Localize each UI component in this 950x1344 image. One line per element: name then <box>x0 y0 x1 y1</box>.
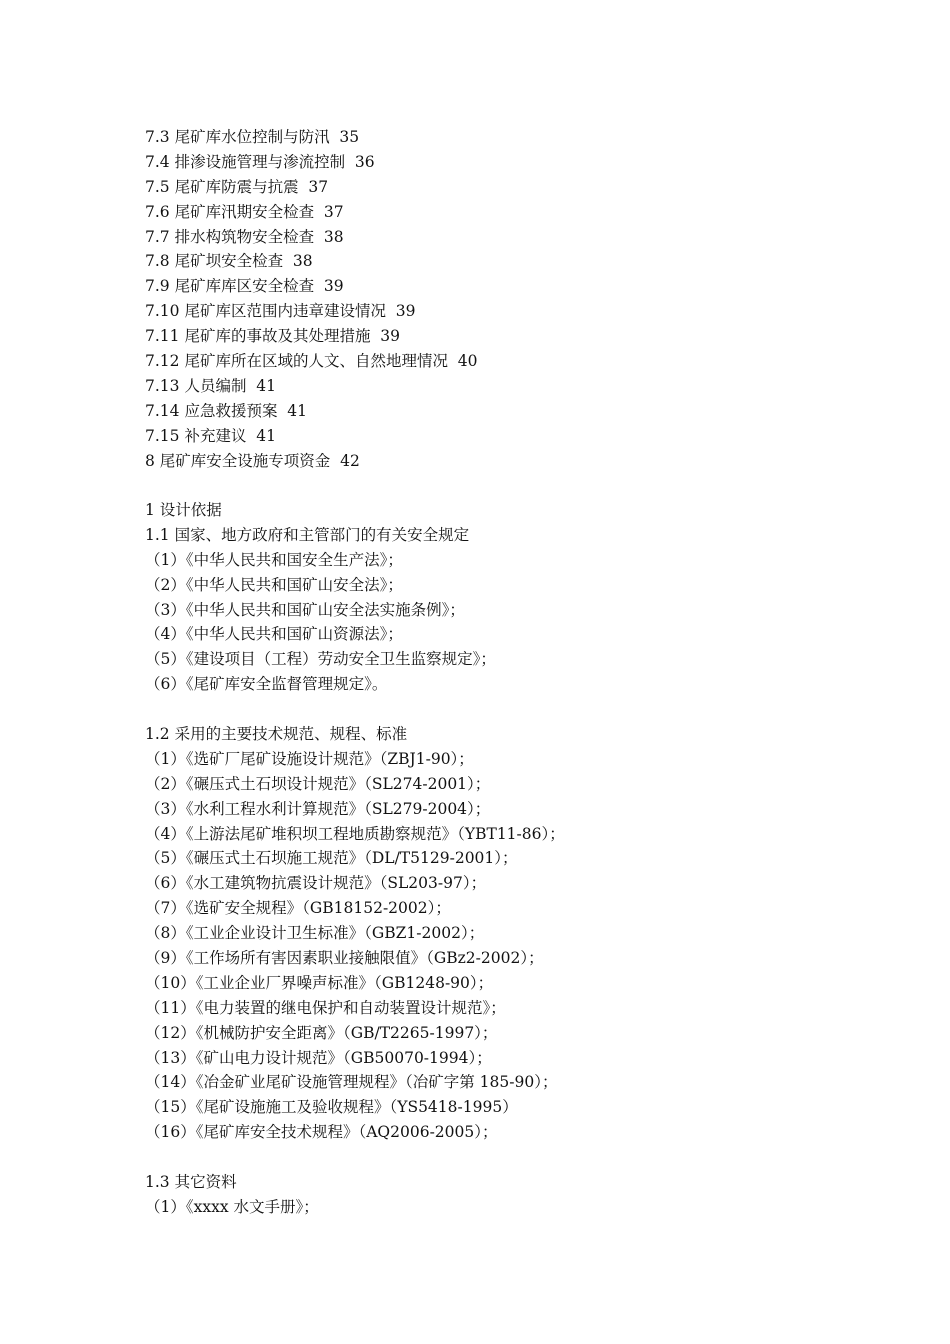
subsection-heading: 1.1 国家、地方政府和主管部门的有关安全规定 <box>145 525 470 544</box>
toc-entry: 7.14 应急救援预案 41 <box>145 401 308 420</box>
toc-entry: 7.6 尾矿库汛期安全检查 37 <box>145 202 344 221</box>
list-item: （6）《水工建筑物抗震设计规范》（SL203-97）； <box>145 874 487 893</box>
toc-entry: 7.7 排水构筑物安全检查 38 <box>145 227 344 246</box>
list-item: （12）《机械防护安全距离》（GB/T2265-1997）； <box>145 1023 498 1042</box>
list-item: （5）《建设项目（工程）劳动安全卫生监察规定》； <box>145 650 496 669</box>
list-item: （1）《中华人民共和国安全生产法》； <box>145 550 403 569</box>
list-item: （5）《碾压式土石坝施工规范》（DL/T5129-2001）； <box>145 849 518 868</box>
list-item: （16）《尾矿库安全技术规程》（AQ2006-2005）； <box>145 1123 498 1142</box>
toc-entry: 7.8 尾矿坝安全检查 38 <box>145 252 313 271</box>
toc-entry: 7.9 尾矿库库区安全检查 39 <box>145 277 344 296</box>
list-item: （9）《工作场所有害因素职业接触限值》（GBz2-2002）； <box>145 949 544 968</box>
list-item: （4）《中华人民共和国矿山资源法》； <box>145 625 403 644</box>
list-item: （8）《工业企业设计卫生标准》（GBZ1-2002）； <box>145 924 485 943</box>
toc-entry: 7.15 补充建议 41 <box>145 426 277 445</box>
toc-entry: 7.5 尾矿库防震与抗震 37 <box>145 177 329 196</box>
list-item: （3）《中华人民共和国矿山安全法实施条例》； <box>145 600 465 619</box>
list-item: （2）《碾压式土石坝设计规范》（SL274-2001）； <box>145 774 491 793</box>
toc-entry: 7.11 尾矿库的事故及其处理措施 39 <box>145 327 401 346</box>
toc-entry: 8 尾矿库安全设施专项资金 42 <box>145 451 360 470</box>
list-item: （4）《上游法尾矿堆积坝工程地质勘察规范》（YBT11-86）； <box>145 824 565 843</box>
list-item: （3）《水利工程水利计算规范》（SL279-2004）； <box>145 799 491 818</box>
section-heading: 1 设计依据 <box>145 501 222 519</box>
section-other-materials <box>145 1170 845 1220</box>
toc-entry: 7.10 尾矿库区范围内违章建设情况 39 <box>145 302 416 321</box>
toc-entry: 7.3 尾矿库水位控制与防汛 35 <box>145 128 360 146</box>
list-item: （11）《电力装置的继电保护和自动装置设计规范》； <box>145 998 506 1017</box>
list-item: （14）《冶金矿业尾矿设施管理规程》（冶矿字第 185-90）； <box>145 1073 558 1092</box>
toc-entry: 7.12 尾矿库所在区域的人文、自然地理情况 40 <box>145 352 478 371</box>
list-item: （2）《中华人民共和国矿山安全法》； <box>145 575 403 594</box>
list-item: （13）《矿山电力设计规范》（GB50070-1994）； <box>145 1048 492 1067</box>
table-of-contents <box>145 125 845 473</box>
section-design-basis <box>145 498 845 697</box>
toc-entry: 7.4 排渗设施管理与渗流控制 36 <box>145 152 375 171</box>
list-item: （1）《选矿厂尾矿设施设计规范》（ZBJ1-90）； <box>145 749 474 768</box>
list-item: （10）《工业企业厂界噪声标准》（GB1248-90）； <box>145 973 494 992</box>
list-item: （15）《尾矿设施施工及验收规程》（YS5418-1995） <box>145 1098 518 1117</box>
section-standards <box>145 722 845 1145</box>
toc-entry: 7.13 人员编制 41 <box>145 376 277 395</box>
subsection-heading: 1.2 采用的主要技术规范、规程、标准 <box>145 725 408 743</box>
subsection-heading: 1.3 其它资料 <box>145 1173 237 1191</box>
list-item: （6）《尾矿库安全监督管理规定》。 <box>145 675 388 694</box>
list-item: （1）《xxxx 水文手册》； <box>145 1197 319 1216</box>
list-item: （7）《选矿安全规程》（GB18152-2002）； <box>145 899 451 918</box>
